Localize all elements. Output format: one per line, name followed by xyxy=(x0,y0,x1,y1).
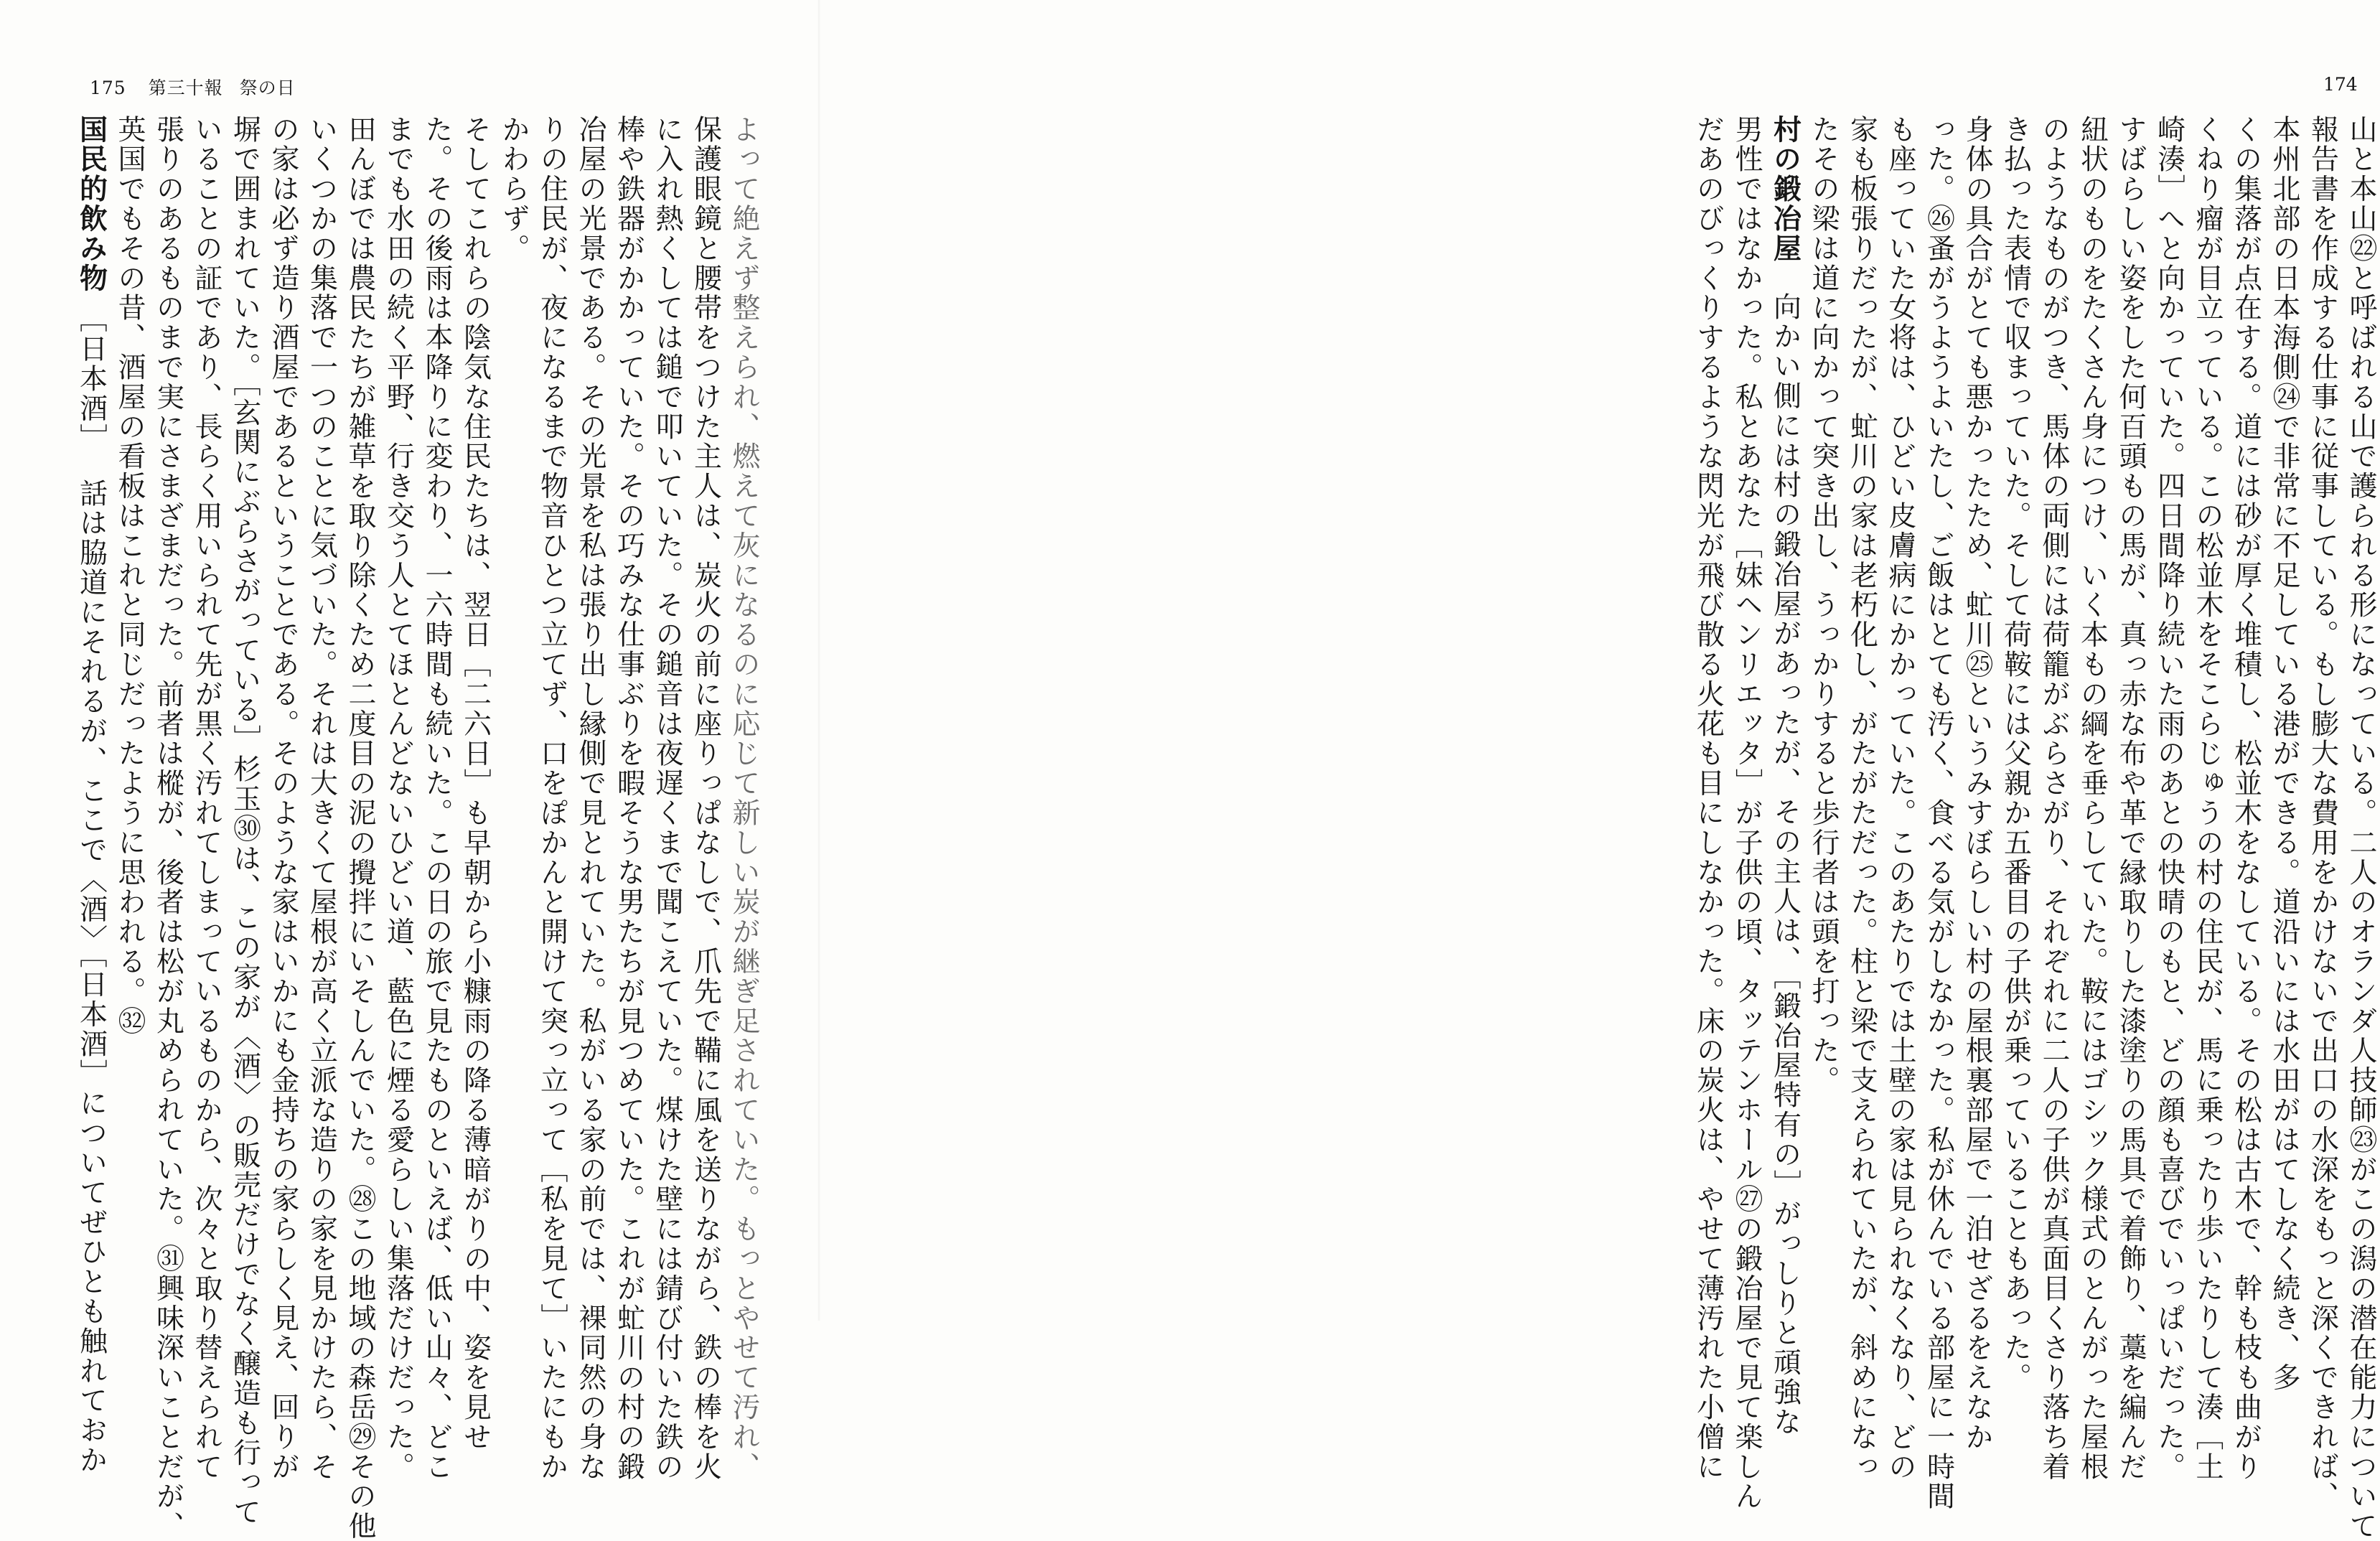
text-line: りの住民が、夜になるまで物音ひとつ立てず、口をぽかんと開けて突っ立って［私を見て］いたにもか xyxy=(533,115,571,1249)
text-line: 保護眼鏡と腰帯をつけた主人は、炭火の前に座りっぱなしで、爪先で鞴に風を送りながら、鉄の棒を火 xyxy=(686,115,725,1249)
text-line: いることの証であり、長らく用いられて先が黒く汚れてしまっているものから、次々と取り替えられて xyxy=(187,115,226,1249)
text-line: 冶屋の光景である。その光景を私は張り出し縁側で見とれていた。私がいる家の前では、裸同然の身な xyxy=(571,115,610,1249)
text-line: までも水田の続く平野、行き交う人とてほとんどないひどい道、藍色に煙る愛らしい集落だけだった。 xyxy=(379,115,418,1249)
heading-title: 国民的飲み物 xyxy=(75,115,108,293)
text-line: った。㉖蚤がうようよいたし、ご飯はとても汚く、食べる気がしなかった。私が休んでいる部屋に一時間 xyxy=(1919,115,1958,1249)
text-line: だあのびっくりするような閃光が飛び散る火花も目にしなかった。床の炭火は、やせて薄汚れた小僧に xyxy=(1689,115,1728,1249)
text-line: いくつかの集落で一つのことに気づいた。それは大きくて屋根が高く立派な造りの家を見かけたら、そ xyxy=(302,115,341,1249)
heading-note: ［日本酒］ xyxy=(75,304,108,453)
section-heading xyxy=(1766,115,1804,1249)
text-line: よって絶えず整えられ、燃えて灰になるのに応じて新しい炭が継ぎ足されていた。もっとやせて汚れ、 xyxy=(725,115,764,1249)
text-line: き払った表情で収まっていた。そして荷鞍には父親か五番目の子供が乗っていることもあった。 xyxy=(1996,115,2035,1249)
right-page xyxy=(819,0,1638,1321)
heading-text: 話は脇道にそれるが、ここで〈酒〉［日本酒］についてぜひとも触れておか xyxy=(75,479,108,1475)
text-line: 本州北部の日本海側㉔で非常に不足している港ができる。道沿いには水田がはてしなく続き、多 xyxy=(2265,115,2304,1249)
text-line: すばらしい姿をした何百頭もの馬が、真っ赤な布や革で縁取りした漆塗りの馬具で着飾り、藁を編んだ xyxy=(2112,115,2150,1249)
running-header xyxy=(90,74,296,100)
section-title: 祭の日 xyxy=(240,78,296,98)
text-line: 塀で囲まれていた。［玄関にぶらさがっている］杉玉㉚は、この家が〈酒〉の販売だけでなく醸造も行って xyxy=(225,115,264,1249)
heading-title: 村の鍛冶屋 xyxy=(1769,115,1802,263)
text-line: のようなものがつき、馬体の両側には荷籠がぶらさがり、それぞれに二人の子供が真面目くさり落ち着 xyxy=(2035,115,2074,1249)
text-line: 紐状のものをたくさん身につけ、いく本もの綱を垂らしていた。鞍にはゴシック様式のとんがった屋根 xyxy=(2073,115,2112,1249)
text-line: 棒や鉄器がかかっていた。その巧みな仕事ぶりを暇そうな男たちが見つめていた。これが虻川の村の鍛 xyxy=(609,115,648,1249)
section-heading xyxy=(72,115,111,1249)
text-column xyxy=(1684,115,2380,1249)
left-page xyxy=(0,0,819,1321)
heading-text: 向かい側には村の鍛冶屋があったが、その主人は、［鍛冶屋特有の］がっしりと頑強な xyxy=(1769,292,1802,1437)
text-line: そしてこれらの陰気な住民たちは、翌日［二六日］も早朝から小糠雨の降る薄暗がりの中、姿を見せ xyxy=(456,115,495,1249)
text-line: かわらず。 xyxy=(495,115,533,1249)
text-line: も座っていた女将は、ひどい皮膚病にかかっていた。このあたりでは土壁の家は見られなくなり、どの xyxy=(1881,115,1920,1249)
text-line: 崎湊］へと向かっていた。四日間降り続いた雨のあとの快晴のもと、どの顔も喜びでいっぱいだった。 xyxy=(2150,115,2188,1249)
text-line: に入れ熱くしては鎚で叩いていた。その鎚音は夜遅くまで聞こえていた。煤けた壁には錆び付いた鉄の xyxy=(648,115,687,1249)
chapter-title: 第三十報 xyxy=(149,78,223,98)
text-line: たその梁は道に向かって突き出し、うっかりすると歩行者は頭を打った。 xyxy=(1804,115,1843,1249)
text-line: くねり瘤が目立っている。この松並木をそこらじゅうの村の住民が、馬に乗ったり歩いたりして湊［土 xyxy=(2188,115,2227,1249)
text-line: の家は必ず造り酒屋であるということである。そのような家はいかにも金持ちの家らしく見え、回りが xyxy=(264,115,303,1249)
text-line: 田んぼでは農民たちが雑草を取り除くため二度目の泥の攪拌にいそしんでいた。㉘この地域の森岳㉙その他 xyxy=(341,115,380,1249)
text-line: 英国でもその昔、酒屋の看板はこれと同じだったように思われる。㉜ xyxy=(111,115,149,1249)
text-line: 家も板張りだったが、虻川の家は老朽化し、がたがただった。柱と梁で支えられていたが、斜めになっ xyxy=(1842,115,1881,1249)
text-line: 身体の具合がとても悪かったため、虻川㉕というみすぼらしい村の屋根裏部屋で一泊せざるをえなか xyxy=(1958,115,1997,1249)
text-line: 男性ではなかった。私とあなた［妹ヘンリエッタ］が子供の頃、タッテンホール㉗の鍛冶屋で見て楽しん xyxy=(1728,115,1766,1249)
text-line: 報告書を作成する仕事に従事している。もし膨大な費用をかけないで出口の水深をもっと深くできれば、 xyxy=(2303,115,2342,1249)
page-number: 175 xyxy=(90,78,126,98)
text-line: くの集落が点在する。道には砂が厚く堆積し、松並木をなしている。その松は古木で、幹も枝も曲がり xyxy=(2226,115,2265,1249)
page-number: 174 xyxy=(2323,74,2358,95)
text-line: 山と本山㉒と呼ばれる山で護られる形になっている。二人のオランダ人技師㉓がこの潟の潜在能力について xyxy=(2342,115,2380,1249)
text-line: 張りのあるものまで実にさまざまだった。前者は樅が、後者は松が丸められていた。㉛興味深いことだが、 xyxy=(149,115,187,1249)
text-line: た。その後雨は本降りに変わり、一六時間も続いた。この日の旅で見たものといえば、低い山々、どこ xyxy=(418,115,456,1249)
text-column xyxy=(56,115,763,1249)
